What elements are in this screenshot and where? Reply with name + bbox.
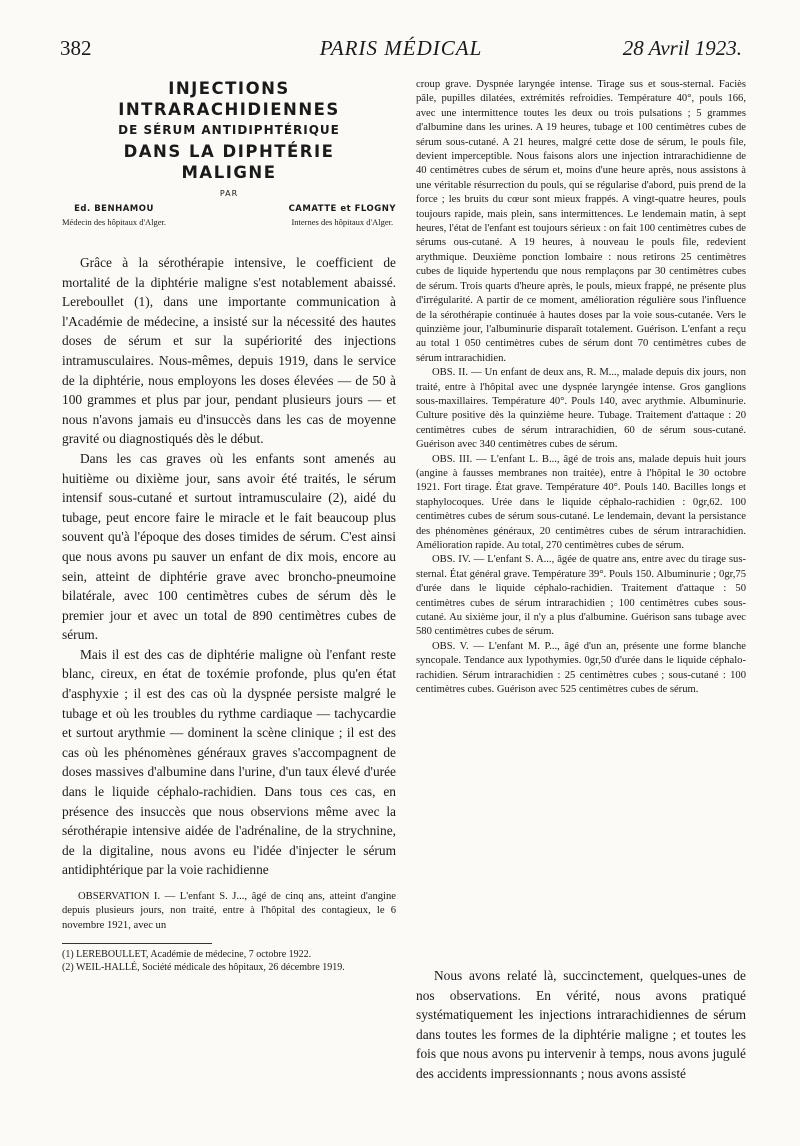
running-header — [60, 28, 742, 62]
author-block — [62, 204, 166, 227]
body-text — [62, 253, 396, 880]
observation-1 — [62, 890, 396, 933]
observation-text: croup grave. Dyspnée laryngée intense. Tirage sus et sous-sternal. Faciès pâle, pupilles dilatées, extrémités refroidies. Température 40°, pouls 166, avec une intermittence toutes les deux ou trois pulsations ; 5 grammes d'albumine dans les urines. A 19 heures, tubage et 100 centimètres cubes de sérum sous-cutané. A 21 heures, malgré cette dose de sérum, le pouls file, devient imperceptible. Nous faisons alors une injection intrarachidienne de 40 centimètres cubes de sérum et, moins d'une heure après, nous assistons à une véritable résurrection du pouls, qui se régularise d'abord, puis prend de la force ; les bruits du cœur sont mieux frappés. A vingt-quatre heures, pouls toujours rapide, mais plein, sans intermittences. Le lendemain matin, à sept heures, l'état de l'enfant est toujours sérieux : on fait 100 centimètres cubes de sérums ous-cutané. A 19 heures, à nouveau le pouls file, redevient arythmique. Deuxième ponction lombaire : nous retirons 25 centimètres cubes de liquide hypertendu que nous remplaçons par 30 centimètres cubes de sérum. Trois quarts d'heure après, le pouls, mieux frappé, ne présente plus d'irrégularité. A partir de ce moment, amélioration régulière sous l'influence de la sérothérapie continuée à hautes doses par la voie sous-cutanée. Vers le quinzième jour, l'albuminurie disparaît totalement. Guérison. L'enfant a reçu au total 1 050 centimètres cubes de sérum dont 70 centimètres cubes de sérum intrarachidien. — [416, 79, 746, 364]
article-title-line: INJECTIONS — [168, 79, 290, 98]
footnote: (2) WEIL-HALLÉ, Société médicale des hôpitaux, 26 décembre 1919. — [62, 962, 345, 974]
article-title-line: DE SÉRUM ANTIDIPHTÉRIQUE — [118, 123, 340, 137]
issue-date: 28 Avril 1923. — [622, 36, 742, 60]
author-affiliation: Internes des hôpitaux d'Alger. — [291, 217, 394, 227]
author-name: Ed. BENHAMOU — [74, 204, 154, 214]
paragraph: Dans les cas graves où les enfants sont amenés au huitième ou dixième jour, sans avoir été traités, le sérum intensif sous-cutané et surtout intramusculaire (2), aidé du tubage, peut encore faire le miracle et le fait beaucoup plus souvent qu'à l'époque des doses timides de sérum. C'est ainsi que nous avons pu sauver un enfant de dix mois, encore au sein, atteint de diphtérie grave avec broncho-pneumoine bilatérale, avec 100 centimètres cubes de sérum dès le premier jour et avec un total de 890 centimètres cubes de sérum. — [62, 450, 396, 643]
page-number: 382 — [60, 36, 92, 60]
footnote: (1) LEREBOULLET, Académie de médecine, 7 octobre 1922. — [62, 949, 312, 961]
conclusion-text — [416, 966, 746, 1084]
observation-text: OBS. V. — L'enfant M. P..., âgé d'un an, présente une forme blanche syncopale. Tendance aux lypothymies. 0gr,50 d'urée dans le liquide céphalo-rachidien. Sérum intrarachidien : 25 centimètres cubes ; sous-cutané : 100 centimètres cubes. Guérison avec 525 centimètres cubes de sérum. — [416, 640, 746, 696]
author-name: CAMATTE et FLOGNY — [288, 204, 396, 214]
observations — [416, 78, 746, 697]
byline-par: PAR — [219, 189, 239, 198]
article-title-line: MALIGNE — [181, 163, 277, 182]
observation-text: OBS. II. — Un enfant de deux ans, R. M..., malade depuis dix jours, non traité, entre à l'hôpital avec une dyspnée laryngée intense. Gros ganglions sous-maxillaires. Température 40°. Pouls 140, avec arythmie. Albuminurie. Culture positive dès la quinzième heure. Tubage. Traitement d'attaque : 20 centimètres cubes de sérum intrarachidien, 60 de sérum sous-cutané. Guérison avec 340 centimètres cubes de sérum. — [416, 367, 746, 451]
paragraph: Nous avons relaté là, succinctement, quelques-unes de nos observations. En vérité, nous avons pratiqué systématiquement les injections intrarachidiennes de sérum dans toutes les formes de la diphtérie maligne ; et toutes les fois que nous avons pu intervenir à temps, nous avons jugulé des accidents impressionnants ; nous avons assisté — [416, 968, 746, 1081]
right-column — [416, 78, 746, 1081]
author-block — [289, 204, 396, 227]
authors — [62, 204, 396, 227]
left-column — [62, 78, 396, 974]
author-affiliation: Médecin des hôpitaux d'Alger. — [62, 217, 166, 227]
observation-text: OBSERVATION I. — L'enfant S. J..., âgé de cinq ans, atteint d'angine depuis plusieurs jours, non traité, entre à l'hôpital des contagieux, le 6 novembre 1921, avec un — [62, 891, 396, 931]
article-title-line: DANS LA DIPHTÉRIE — [123, 142, 335, 161]
paragraph: Grâce à la sérothérapie intensive, le coefficient de mortalité de la diphtérie maligne s'est notablement abaissé. Lereboullet (1), dans une importante communication à l'Académie de médecine, a insisté sur la nécessité des hautes doses de sérum et sur la supériorité des injections intramusculaires. Nous-mêmes, depuis 1919, dans le service de la diphtérie, nous employons les doses élevées — de 50 à 100 grammes et plus par jour, pendant plusieurs jours — et nous n'avons jamais eu d'insuccès dans les cas de moyenne gravité ou diagnostiqués dès le début. — [62, 255, 396, 447]
footnote-divider — [62, 943, 212, 944]
footnotes — [62, 948, 396, 974]
paragraph: Mais il est des cas de diphtérie maligne où l'enfant reste blanc, cireux, en état de toxémie profonde, plus qu'en état d'asphyxie ; il est des cas où la dyspnée persiste malgré le tubage et où les troubles du rythme cardiaque — tachycardie et surtout arythmie — dominent la scène clinique ; il est des cas où les phénomènes généraux graves s'accompagnent de doses massives d'albumine dans l'urine, d'un taux élevé d'urée dans le liquide céphalo-rachidien. Dans tous ces cas, en présence des insuccès que nous observions même avec la sérothérapie intensive aidée de l'adrénaline, de la strychnine, de la digitaline, nous avons eu l'idée d'injecter le sérum antidiphtérique par la voie rachidienne — [62, 646, 396, 878]
observation-text: OBS. III. — L'enfant L. B..., âgé de trois ans, malade depuis huit jours (angine à fausses membranes non traitée), entre à l'hôpital le 30 octobre 1921. Fort tirage. État grave. Température 40°. Pouls 140. Bacilles longs et staphylocoques. Urée dans le liquide céphalo-rachidien : 0gr,62. 100 centimètres cubes de sérum sous-cutané. Le lendemain, devant la persistance des phénomènes généraux, 20 centimètres cubes de sérum intrarachidien. Amélioration rapide. Au total, 270 centimètres cubes de sérum. — [416, 453, 746, 551]
article-title-line: INTRARACHIDIENNES — [118, 100, 340, 119]
observation-text: OBS. IV. — L'enfant S. A..., âgée de quatre ans, entre avec du tirage sus-sternal. État général grave. Température 39°. Pouls 150. Albuminurie ; 0gr,75 d'urée dans le liquide céphalo-rachidien. Traitement d'attaque : 50 centimètres cubes de sérum intrarachidien ; 100 centimètres cubes sous-cutané. Au sixième jour, il n'y a plus d'albumine. Guérison sans tubage avec 580 centimètres cubes de sérum. — [416, 554, 746, 638]
journal-title: PARIS MÉDICAL — [319, 36, 483, 60]
